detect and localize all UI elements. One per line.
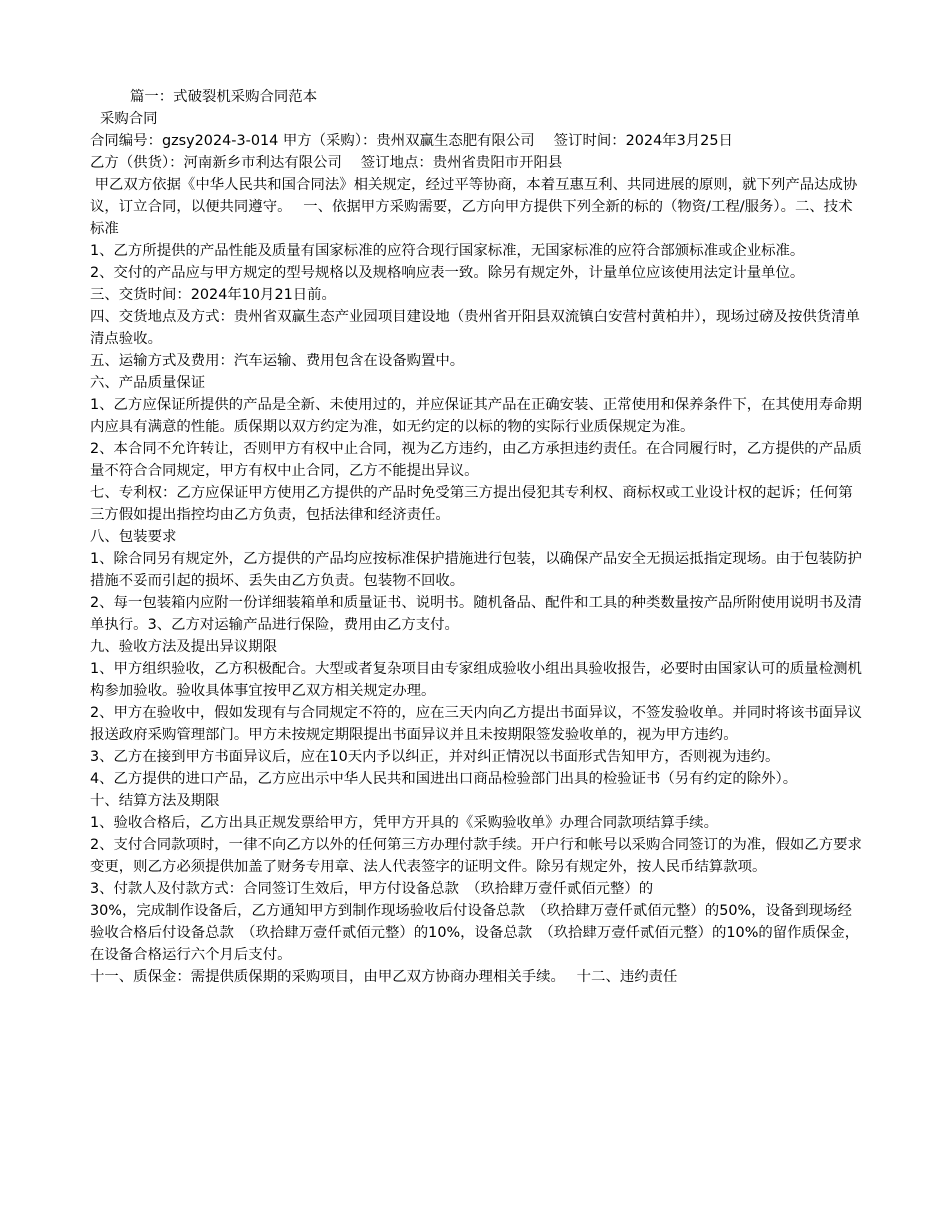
- clause-7-patent: 七、专利权：乙方应保证甲方使用乙方提供的产品时免受第三方提出侵犯其专利权、商标权或工业设计权的起诉；任何第三方假如提出指控均由乙方负责，包括法律和经济责任。: [90, 485, 853, 523]
- clause-6-item-1: 1、乙方应保证所提供的产品是全新、未使用过的，并应保证其产品在正确安装、正常使用和保养条件下，在其使用寿命期内应具有满意的性能。质保期以双方约定为准，如无约定的以标的物的实际行业质保规定为准。: [90, 397, 862, 435]
- clause-2-item-2: 2、交付的产品应与甲方规定的型号规格以及规格响应表一致。除另有规定外，计量单位应该使用法定计量单位。: [90, 265, 805, 281]
- clause-2-item-1: 1、乙方所提供的产品性能及质量有国家标准的应符合现行国家标准，无国家标准的应符合部颁标准或企业标准。: [90, 243, 805, 259]
- clause-8-item-2: 2、每一包装箱内应附一份详细装箱单和质量证书、说明书。随机备品、配件和工具的种类数量按产品所附使用说明书及清单执行。3、乙方对运输产品进行保险，费用由乙方支付。: [90, 595, 862, 633]
- clause-10-item-2: 2、支付合同款项时，一律不向乙方以外的任何第三方办理付款手续。开户行和帐号以采购合同签订的为准，假如乙方要求变更，则乙方必须提供加盖了财务专用章、法人代表签字的证明文件。除另有规定外，按人民币结算款项。: [90, 837, 862, 875]
- clause-6-item-2: 2、本合同不允许转让，否则甲方有权中止合同，视为乙方违约，由乙方承担违约责任。在合同履行时，乙方提供的产品质量不符合合同规定，甲方有权中止合同，乙方不能提出异议。: [90, 441, 862, 479]
- clause-9-item-2: 2、甲方在验收中，假如发现有与合同规定不符的，应在三天内向乙方提出书面异议，不签发验收单。并同时将该书面异议报送政府采购管理部门。甲方未按规定期限提出书面异议并且未按期限签发验收单的，视为甲方违约。: [90, 705, 862, 743]
- clause-9-item-1: 1、甲方组织验收，乙方积极配合。大型或者复杂项目由专家组成验收小组出具验收报告，必要时由国家认可的质量检测机构参加验收。验收具体事宜按甲乙双方相关规定办理。: [90, 661, 862, 699]
- clause-9-heading: 九、验收方法及提出异议期限: [90, 639, 278, 655]
- document-heading: 篇一：式破裂机采购合同范本: [130, 89, 318, 105]
- document-subheading: 采购合同: [100, 111, 158, 127]
- contract-document: [90, 86, 862, 988]
- clause-4-delivery-place: 四、交货地点及方式：贵州省双赢生态产业园项目建设地（贵州省开阳县双流镇白安营村黄柏井），现场过磅及按供货清单清点验收。: [90, 309, 860, 347]
- clause-8-heading: 八、包装要求: [90, 529, 177, 545]
- clause-8-item-1: 1、除合同另有规定外，乙方提供的产品均应按标准保护措施进行包装，以确保产品安全无损运抵指定现场。由于包装防护措施不妥而引起的损坏、丢失由乙方负责。包装物不回收。: [90, 551, 862, 589]
- preamble-paragraph: 甲乙双方依据《中华人民共和国合同法》相关规定，经过平等协商，本着互惠互利、共同进展的原则，就下列产品达成协议，订立合同，以便共同遵守。 一、依据甲方采购需要，乙方向甲方提供下列全新的标的（物资/工程/服务）。二、技术标准: [90, 177, 858, 237]
- clause-11-12-line: 十一、质保金：需提供质保期的采购项目，由甲乙双方协商办理相关手续。 十二、违约责任: [90, 969, 678, 985]
- clause-3-delivery-time: 三、交货时间：2024年10月21日前。: [90, 287, 336, 303]
- contract-info-line-1: 合同编号：gzsy2024-3-014 甲方（采购）：贵州双赢生态肥有限公司 签订时间：2024年3月25日: [90, 133, 733, 149]
- clause-10-item-3-continued: 30%，完成制作设备后，乙方通知甲方到制作现场验收后付设备总款 （玖拾肆万壹仟贰佰元整）的50%，设备到现场经验收合格后付设备总款 （玖拾肆万壹仟贰佰元整）的10%，设备总款 （玖拾肆万壹仟贰佰元整）的10%的留作质保金，在设备合格运行六个月后支付。: [90, 903, 860, 963]
- contract-info-line-2: 乙方（供货）：河南新乡市利达有限公司 签订地点：贵州省贵阳市开阳县: [90, 155, 563, 171]
- clause-10-heading: 十、结算方法及期限: [90, 793, 220, 809]
- clause-10-item-1: 1、验收合格后，乙方出具正规发票给甲方，凭甲方开具的《采购验收单》办理合同款项结算手续。: [90, 815, 718, 831]
- clause-9-item-4: 4、乙方提供的进口产品，乙方应出示中华人民共和国进出口商品检验部门出具的检验证书（另有约定的除外）。: [90, 771, 798, 787]
- clause-9-item-3: 3、乙方在接到甲方书面异议后，应在10天内予以纠正，并对纠正情况以书面形式告知甲方，否则视为违约。: [90, 749, 780, 765]
- clause-10-item-3: 3、付款人及付款方式：合同签订生效后，甲方付设备总款 （玖拾肆万壹仟贰佰元整）的: [90, 881, 654, 897]
- clause-6-heading: 六、产品质量保证: [90, 375, 206, 391]
- clause-5-transport: 五、运输方式及费用：汽车运输、费用包含在设备购置中。: [90, 353, 465, 369]
